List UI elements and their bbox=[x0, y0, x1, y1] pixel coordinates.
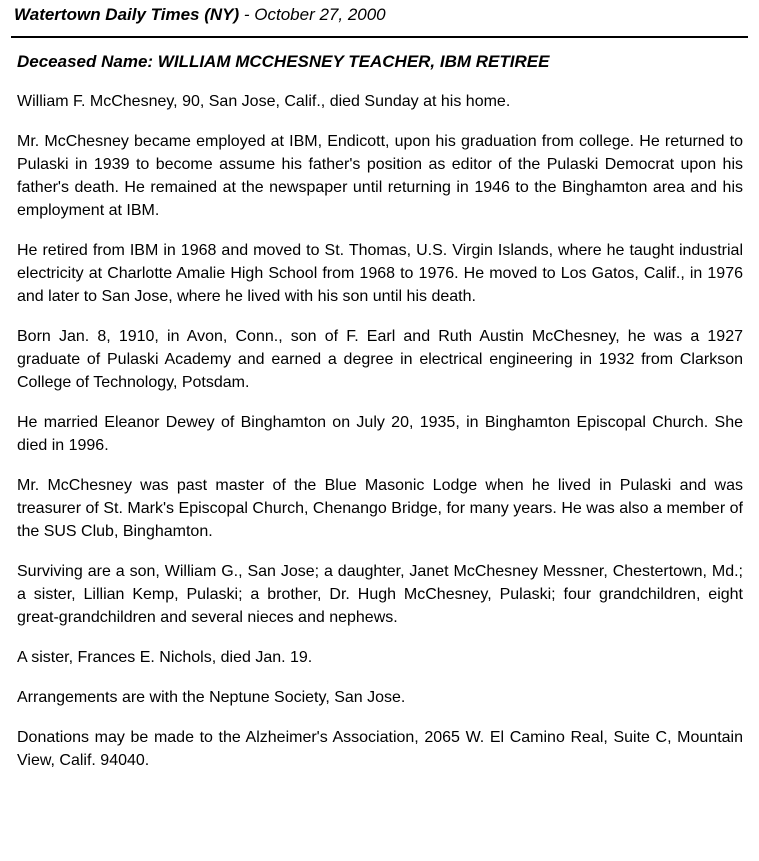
header-separator: - bbox=[239, 5, 255, 24]
deceased-name-heading: Deceased Name: WILLIAM MCCHESNEY TEACHER, IBM RETIREE bbox=[17, 52, 550, 71]
obituary-paragraph: He married Eleanor Dewey of Binghamton on July 20, 1935, in Binghamton Episcopal Church. She died in 1996. bbox=[17, 414, 743, 454]
obituary-body bbox=[17, 90, 743, 789]
publication-date: October 27, 2000 bbox=[254, 5, 386, 24]
obituary-paragraph: William F. McChesney, 90, San Jose, Calif., died Sunday at his home. bbox=[17, 93, 511, 110]
obituary-paragraph: Arrangements are with the Neptune Society, San Jose. bbox=[17, 689, 406, 706]
obituary-paragraph: He retired from IBM in 1968 and moved to St. Thomas, U.S. Virgin Islands, where he taught industrial electricity at Charlotte Amalie High School from 1968 to 1976. He moved to Los Gatos, Calif., in 1976 and later to San Jose, where he lived with his son until his death. bbox=[17, 242, 743, 305]
obituary-paragraph: Donations may be made to the Alzheimer's Association, 2065 W. El Camino Real, Suite C, Mountain View, Calif. 94040. bbox=[17, 729, 743, 769]
obituary-paragraph: A sister, Frances E. Nichols, died Jan. 19. bbox=[17, 649, 313, 666]
header-divider bbox=[11, 36, 748, 38]
publication-header bbox=[14, 4, 749, 26]
newspaper-name: Watertown Daily Times (NY) bbox=[14, 5, 240, 24]
obituary-paragraph: Surviving are a son, William G., San Jose; a daughter, Janet McChesney Messner, Chestertown, Md.; a sister, Lillian Kemp, Pulaski; a brother, Dr. Hugh McChesney, Pulaski; four grandchildren, eight great-grandchildren and several nieces and nephews. bbox=[17, 563, 743, 626]
obituary-paragraph: Born Jan. 8, 1910, in Avon, Conn., son of F. Earl and Ruth Austin McChesney, he was a 1927 graduate of Pulaski Academy and earned a degree in electrical engineering in 1932 from Clarkson College of Technology, Potsdam. bbox=[17, 328, 743, 391]
obituary-paragraph: Mr. McChesney was past master of the Blue Masonic Lodge when he lived in Pulaski and was treasurer of St. Mark's Episcopal Church, Chenango Bridge, for many years. He was also a member of the SUS Club, Binghamton. bbox=[17, 477, 743, 540]
obituary-paragraph: Mr. McChesney became employed at IBM, Endicott, upon his graduation from college. He returned to Pulaski in 1939 to become assume his father's position as editor of the Pulaski Democrat upon his father's death. He remained at the newspaper until returning in 1946 to the Binghamton area and his employment at IBM. bbox=[17, 133, 743, 219]
